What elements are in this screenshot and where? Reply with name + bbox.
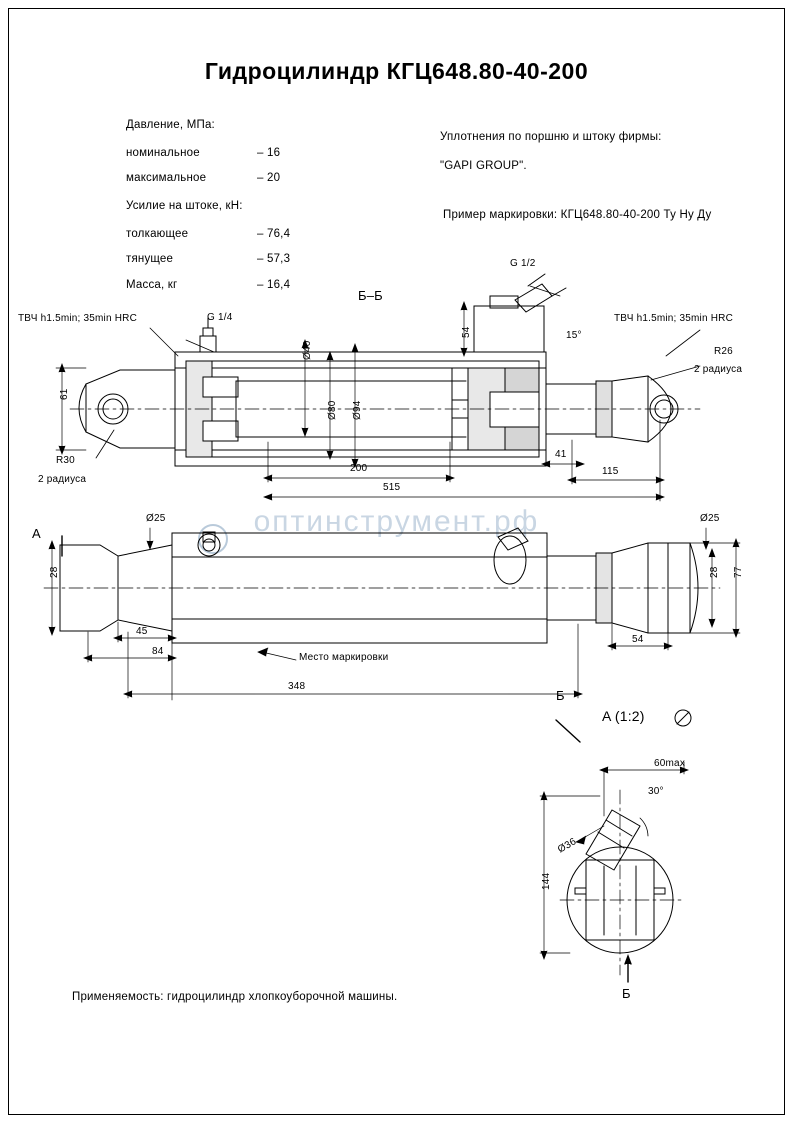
mass-label: Масса, кг — [126, 279, 178, 291]
thread-g12-label: G 1/2 — [510, 258, 536, 269]
letter-b-top-mark: Б — [556, 688, 565, 703]
pressure-row-1-label: максимальное — [126, 172, 207, 184]
force-heading: Усилие на штоке, кН: — [126, 200, 243, 212]
dim-77: 77 — [733, 566, 744, 578]
dim-200: 200 — [350, 463, 368, 474]
pressure-row-1-value: – 20 — [257, 172, 281, 184]
dim-54-top: 54 — [461, 326, 472, 338]
dim-515: 515 — [383, 482, 401, 493]
dim-41: 41 — [555, 449, 567, 460]
dim-115: 115 — [602, 466, 619, 477]
port-g12-block — [474, 274, 566, 352]
dim-d94: Ø94 — [352, 400, 363, 420]
hardening-left-callout: ТВЧ h1.5min; 35min HRC — [18, 313, 137, 324]
angle-15-label: 15° — [566, 330, 582, 341]
dim-45: 45 — [136, 626, 148, 637]
letter-b-bottom-mark: Б — [622, 986, 631, 1001]
seals-note-line2: "GAPI GROUP". — [440, 160, 527, 172]
applicability-note: Применяемость: гидроцилиндр хлопкоуборочной машины. — [72, 991, 398, 1003]
page-title: Гидроцилиндр КГЦ648.80-40-200 — [204, 58, 589, 84]
dim-d25-right: Ø25 — [700, 513, 720, 524]
dim-348: 348 — [288, 681, 306, 692]
dim-d80: Ø80 — [327, 400, 338, 420]
dim-d40: Ø40 — [302, 340, 313, 360]
view-a-detail — [567, 810, 673, 953]
seals-note-line1: Уплотнения по поршню и штоку фирмы: — [440, 131, 662, 143]
force-row-1-label: тянущее — [126, 253, 174, 265]
watermark-text: оптинструмент.рф — [253, 505, 540, 538]
dim-54-bottom: 54 — [632, 634, 644, 645]
dim-61: 61 — [59, 388, 70, 400]
view-a-centerlines — [560, 790, 682, 975]
mass-value: – 16,4 — [257, 279, 291, 291]
pressure-row-0-label: номинальное — [126, 147, 200, 159]
radius-right-note: 2 радиуса — [694, 364, 743, 375]
dim-144: 144 — [541, 872, 552, 890]
marking-example: Пример маркировки: КГЦ648.80-40-200 Ту Ну Ду — [443, 209, 712, 221]
thread-g14-label: G 1/4 — [207, 312, 233, 323]
radius-left-note: 2 радиуса — [38, 474, 87, 485]
dim-28-left: 28 — [49, 566, 60, 578]
section-marks — [62, 536, 631, 982]
dim-d25-left: Ø25 — [146, 513, 166, 524]
outline-view — [60, 528, 698, 643]
dimensions-outline — [49, 528, 740, 700]
view-a-scale-label: A (1:2) — [602, 708, 645, 724]
hardening-right-callout: ТВЧ h1.5min; 35min HRC — [614, 313, 733, 324]
dim-28-right: 28 — [709, 566, 720, 578]
force-row-0-value: – 76,4 — [257, 228, 291, 240]
letter-a-mark: А — [32, 526, 41, 541]
dim-60max: 60max — [654, 758, 686, 769]
dim-84: 84 — [152, 646, 164, 657]
force-row-1-value: – 57,3 — [257, 253, 291, 265]
force-row-0-label: толкающее — [126, 228, 189, 240]
radius-left-value: R30 — [56, 455, 75, 466]
marking-place-label: Место маркировки — [299, 652, 389, 663]
pressure-row-0-value: – 16 — [257, 147, 281, 159]
dim-angle-30: 30° — [648, 786, 664, 797]
pressure-heading: Давление, МПа: — [126, 119, 215, 131]
radius-right-value: R26 — [714, 346, 733, 357]
section-bb-label: Б–Б — [358, 288, 383, 303]
dim-d36: Ø36 — [556, 836, 579, 856]
